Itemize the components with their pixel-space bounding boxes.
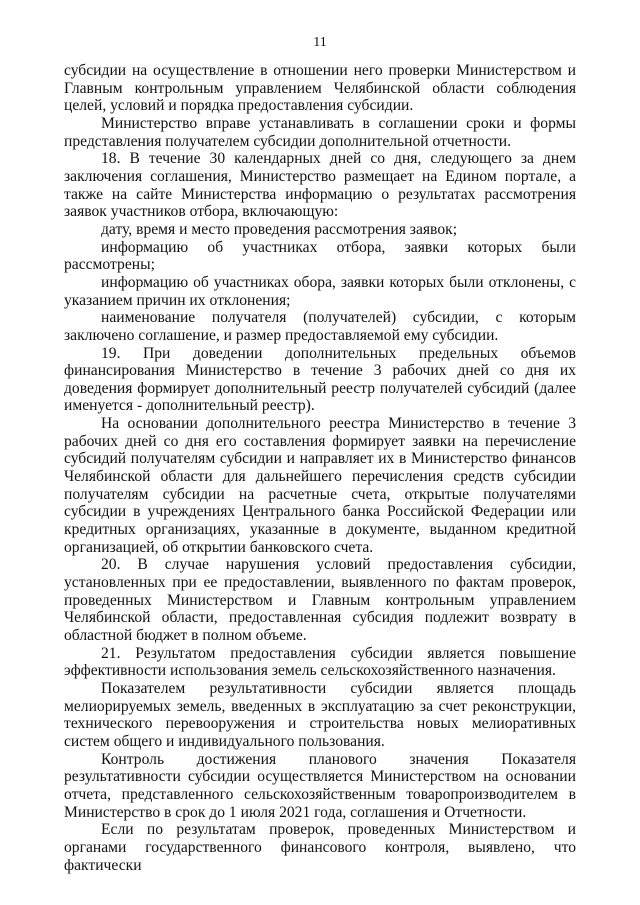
paragraph: субсидии на осуществление в отношении него проверки Министерством и Главным контрольным управлением Челябинской области соблюдения целей, условий и порядка предоставления субсидии. bbox=[64, 62, 576, 115]
list-item: наименование получателя (получателей) субсидии, с которым заключено соглашение, и размер предоставляемой ему субсидии. bbox=[64, 309, 576, 344]
list-item: информацию об участниках обора, заявки которых были отклонены, с указанием причин их отклонения; bbox=[64, 273, 576, 309]
paragraph: Показателем результативности субсидии является площадь мелиорируемых земель, введенных в эксплуатацию за счет реконструкции, технического перевооружения и строительства новых мелиоративных систем общего и индивидуального пользования. bbox=[64, 679, 576, 750]
paragraph: Контроль достижения планового значения Показателя результативности субсидии осуществляется Министерством на основании отчета, представленного сельскохозяйственным товаропроизводителем в Министерство в срок до 1 июля 2021 года, соглашения и Отчетности. bbox=[64, 750, 576, 821]
paragraph-item-19: 19. При доведении дополнительных предельных объемов финансирования Министерство в течение 3 рабочих дней со дня их доведения формирует дополнительный реестр получателей субсидий (далее именуется - дополнительный реестр). bbox=[64, 344, 576, 415]
document-body bbox=[64, 62, 576, 874]
page-number: 11 bbox=[313, 35, 327, 50]
paragraph: Если по результатам проверок, проведенных Министерством и органами государственного финансового контроля, выявлено, что фактически bbox=[64, 821, 576, 874]
list-item: информацию об участниках отбора, заявки которых были рассмотрены; bbox=[64, 238, 576, 274]
list-item: дату, время и место проведения рассмотрения заявок; bbox=[101, 220, 458, 238]
paragraph-item-20: 20. В случае нарушения условий предоставления субсидии, установленных при ее предоставлении, выявленного по фактам проверок, проведенных Министерством и Главным контрольным управлением Челябинской области, предоставленная субсидия подлежит возврату в областной бюджет в полном объеме. bbox=[64, 556, 576, 644]
paragraph-item-21: 21. Результатом предоставления субсидии является повышение эффективности использования земель сельскохозяйственного назначения. bbox=[64, 644, 576, 680]
paragraph-item-18: 18. В течение 30 календарных дней со дня, следующего за днем заключения соглашения, Министерство размещает на Едином портале, а также на сайте Министерства информацию о результатах рассмотрения заявок участников отбора, включающую: bbox=[64, 150, 576, 221]
paragraph: Министерство вправе устанавливать в соглашении сроки и формы представления получателем субсидии дополнительной отчетности. bbox=[64, 114, 576, 150]
paragraph: На основании дополнительного реестра Министерство в течение 3 рабочих дней со дня его составления формирует заявки на перечисление субсидий получателям субсидии и направляет их в Министерство финансов Челябинской области для дальнейшего перечисления средств субсидии получателям субсидии на расчетные счета, открытые получателями субсидии в учреждениях Центрального банка Российской Федерации или кредитных организациях, указанные в документе, выданном кредитной организацией, об открытии банковского счета. bbox=[64, 415, 576, 556]
